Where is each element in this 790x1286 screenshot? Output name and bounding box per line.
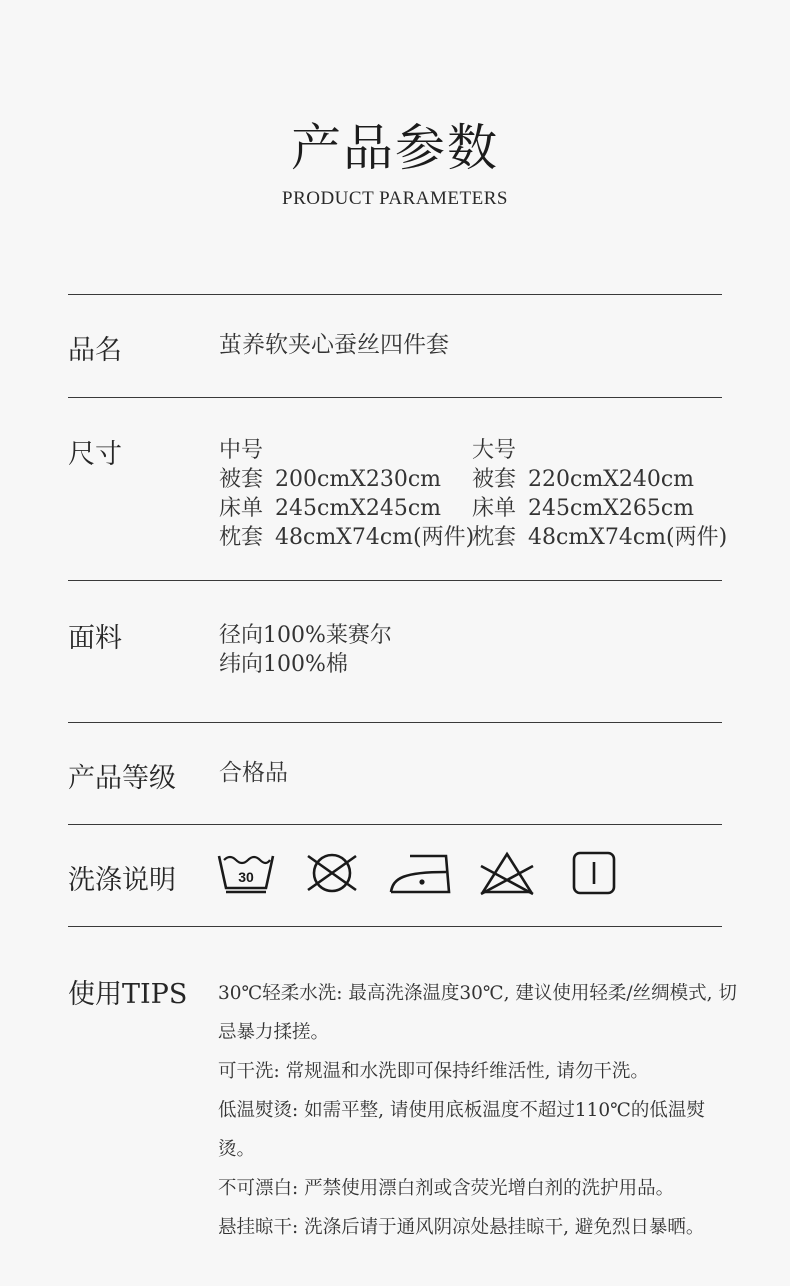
size-row [472,465,727,494]
fabric-line: 纬向100%棉 [219,652,348,677]
size-value: 245cmX265cm [528,496,695,521]
size-column-large [472,436,727,552]
size-key: 被套 [472,467,517,492]
divider [68,397,722,398]
tips-list [218,974,738,1247]
wash-30-icon [216,850,276,896]
size-heading: 大号 [472,438,517,463]
size-value: 220cmX240cm [528,467,695,492]
size-column-medium [219,436,474,552]
size-heading: 中号 [219,438,264,463]
size-key: 床单 [219,496,264,521]
tip-item: 可干洗: 常规温和水洗即可保持纤维活性, 请勿干洗。 [218,1061,649,1082]
tip-item: 不可漂白: 严禁使用漂白剂或含荧光增白剂的洗护用品。 [218,1178,675,1199]
divider [68,926,722,927]
divider [68,722,722,723]
grade-value: 合格品 [219,760,288,786]
iron-low-icon [388,850,452,896]
size-value: 48cmX74cm(两件) [528,525,728,550]
size-value: 245cmX245cm [275,496,442,521]
line-dry-icon [571,850,617,896]
no-tumble-dry-icon [304,850,360,896]
page-subtitle: PRODUCT PARAMETERS [282,188,508,209]
size-row [472,494,727,523]
size-row [219,494,474,523]
size-value: 200cmX230cm [275,467,442,492]
size-key: 枕套 [472,525,517,550]
grade-label: 产品等级 [68,763,176,794]
size-key: 被套 [219,467,264,492]
size-row [472,523,727,552]
tip-item: 低温熨烫: 如需平整, 请使用底板温度不超过110℃的低温熨烫。 [218,1100,705,1160]
divider [68,294,722,295]
divider [68,824,722,825]
tip-item: 悬挂晾干: 洗涤后请于通风阴凉处悬挂晾干, 避免烈日暴晒。 [218,1217,705,1238]
divider [68,580,722,581]
tip-item: 30℃轻柔水洗: 最高洗涤温度30℃, 建议使用轻柔/丝绸模式, 切忌暴力揉搓。 [218,983,737,1043]
size-key: 床单 [472,496,517,521]
no-bleach-icon [477,850,537,896]
size-label: 尺寸 [68,439,122,470]
fabric-label: 面料 [68,623,122,654]
size-value: 48cmX74cm(两件) [275,525,475,550]
size-row [219,523,474,552]
fabric-values [219,621,392,679]
wash-temp-label: 30 [238,869,254,885]
page-title: 产品参数 [291,119,499,177]
size-row [219,465,474,494]
washing-label: 洗涤说明 [68,865,176,896]
size-key: 枕套 [219,525,264,550]
fabric-line: 径向100%莱赛尔 [219,623,392,648]
tips-label: 使用TIPS [68,979,188,1010]
product-name-label: 品名 [68,335,122,366]
product-name-value: 茧养软夹心蚕丝四件套 [219,332,449,358]
